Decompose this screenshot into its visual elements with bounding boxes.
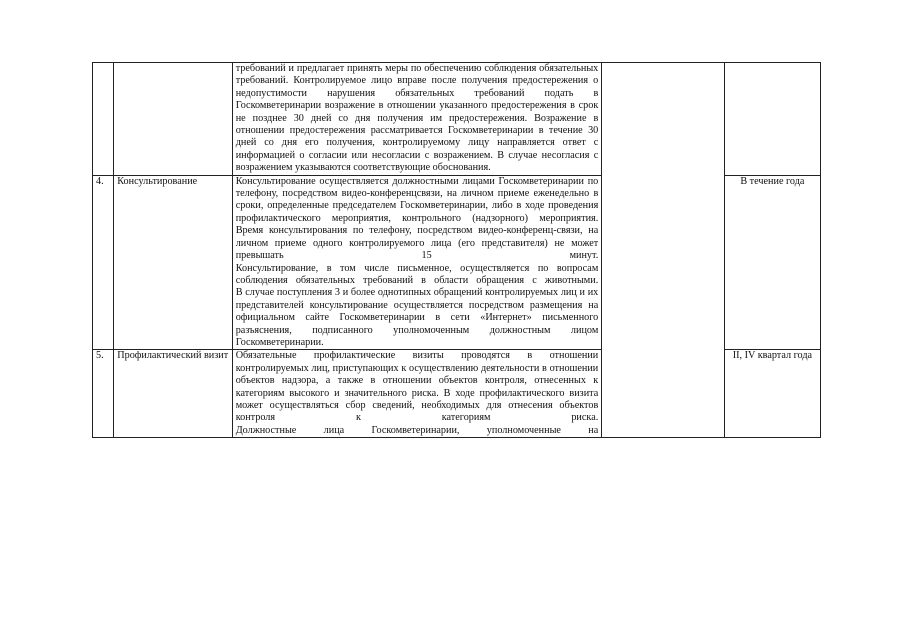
prevention-plan-table — [92, 62, 821, 438]
description-paragraph: требований и предлагает принять меры по обеспечению соблюдения обязательных требований. Контролируемое лицо вправе после получения предостережения о недопустимости нарушения обязательных требований подать в Госкомветеринарии возражение в отношении указанного предостережения в срок не позднее 30 дней со дня получения им предостережения. Возражение в отношении предостережения рассматривается Госкомветеринарии в течение 30 дней со дня его получения, контролируемому лицу направляется ответ с информацией о согласии или несогласии с возражением. В случае несогласия с возражением указываются соответствующие обоснования. — [235, 63, 599, 174]
row-number: 4. — [93, 175, 114, 350]
measure-description — [232, 63, 602, 176]
measure-term — [724, 63, 820, 176]
measure-name: Консультирование — [114, 175, 232, 350]
measure-term: В течение года — [724, 175, 820, 350]
responsible-cell — [602, 63, 725, 438]
table-row — [93, 63, 821, 176]
measure-description — [232, 350, 602, 438]
description-paragraph: Обязательные профилактические визиты проводятся в отношении контролируемых лиц, приступающих к осуществлению деятельности в отношении объектов надзора, а также в отношении объектов контроля, отнесенных к категориям высокого и значительного риска. В ходе профилактического визита может осуществляться сбор сведений, необходимых для отнесения объектов контроля к категориям риска. — [235, 350, 599, 424]
row-number: 5. — [93, 350, 114, 438]
description-paragraph: Консультирование, в том числе письменное, осуществляется по вопросам соблюдения обязательных требований в области обращения с животными. — [235, 262, 599, 286]
measure-description — [232, 175, 602, 350]
description-paragraph: Время консультирования по телефону, посредством видео-конференц-связи, на личном приеме одного контролируемого лица (его представителя) не может превышать 15 минут. — [235, 225, 599, 262]
description-paragraph: Должностные лица Госкомветеринарии, уполномоченные на — [235, 424, 599, 436]
measure-name: Профилактический визит — [114, 350, 232, 438]
description-paragraph: Консультирование осуществляется должностными лицами Госкомветеринарии по телефону, посредством видео-конференцсвязи, на личном приеме еженедельно в сроки, определенные председателем Госкомветеринарии, либо в ходе проведения профилактического мероприятия, контрольного (надзорного) мероприятия. — [235, 175, 599, 224]
measure-name — [114, 63, 232, 176]
description-paragraph: В случае поступления 3 и более однотипных обращений контролируемых лиц и их представителей консультирование осуществляется посредством размещения на официальном сайте Госкомветеринарии в сети «Интернет» письменного разъяснения, подписанного уполномоченным должностным лицом Госкомветеринарии. — [235, 287, 599, 348]
row-number — [93, 63, 114, 176]
measure-term: II, IV квартал года — [724, 350, 820, 438]
